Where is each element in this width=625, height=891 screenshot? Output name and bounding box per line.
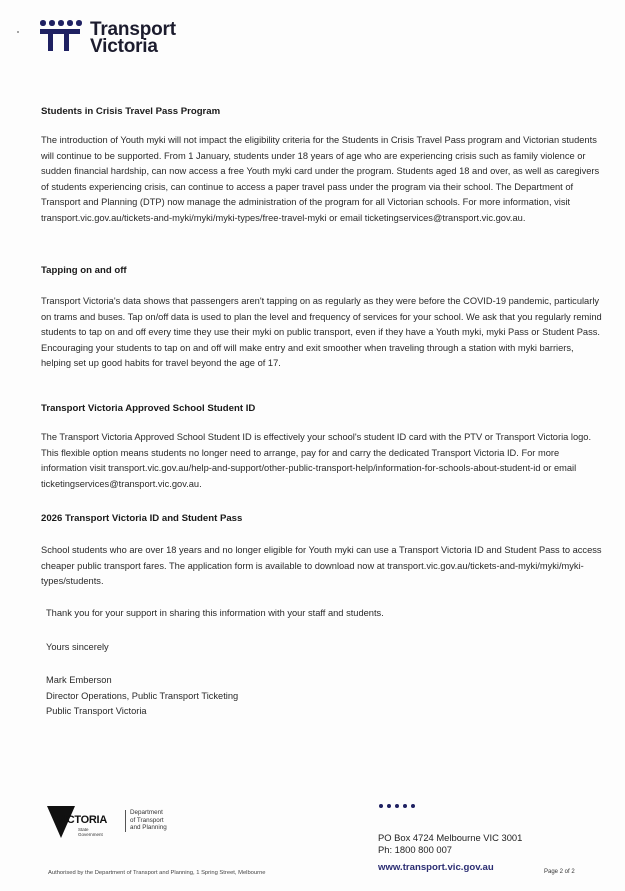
website-link[interactable]: www.transport.vic.gov.au [378, 862, 494, 873]
footer-dots-icon [379, 804, 415, 808]
logo-line-1: Transport [90, 19, 176, 40]
contact-block [378, 832, 522, 856]
state-government-label [78, 827, 103, 837]
logo-divider [125, 810, 126, 832]
closing-line: Yours sincerely [46, 642, 109, 652]
section-heading: 2026 Transport Victoria ID and Student Pass [41, 513, 243, 524]
victoria-wordmark: VICTORIA [57, 814, 107, 826]
state-label: State [78, 827, 89, 832]
signatory-name: Mark Emberson [46, 675, 112, 685]
scan-speck [17, 31, 19, 33]
authorisation-statement: Authorised by the Department of Transport and Planning, 1 Spring Street, Melbourne [48, 870, 266, 876]
section-heading: Students in Crisis Travel Pass Program [41, 106, 221, 117]
phone-number: Ph: 1800 800 007 [378, 844, 453, 855]
logo-wordmark [90, 21, 176, 55]
section-body: The introduction of Youth myki will not impact the eligibility criteria for the Students in Crisis Travel Pass program and Victorian students will continue to be supported. From 1 January, students under 18 years of age who are experiencing crisis such as family violence or sudden financial hardship, can now access a free Youth myki card under the program. Students aged 18 and over, as well as caregivers of students experiencing crisis, can continue to access a paper travel pass under the program via their school. The Department of Transport and Planning (DTP) now manage the administration of the program for all Victorian schools. For more information, visit transport.vic.gov.au/tickets-and-myki/myki/myki-types/free-travel-myki or email ticketingservices@transport.vic.gov.au. [41, 135, 600, 223]
section-body: The Transport Victoria Approved School Student ID is effectively your school's student ID card with the PTV or Transport Victoria logo. This flexible option means students no longer need to arrange, pay for and carry the dedicated Transport Victoria ID. For more information visit transport.vic.gov.au/help-and-support/other-public-transport-help/information-for-schools-about-student-id or email ticketingservices@transport.vic.gov.au. [41, 432, 592, 489]
postal-address: PO Box 4724 Melbourne VIC 3001 [378, 832, 523, 843]
department-label [130, 809, 167, 832]
section-body: School students who are over 18 years and no longer eligible for Youth myki can use a Transport Victoria ID and Student Pass to access cheaper public transport fares. The application form is available to download now at transport.vic.gov.au/tickets-and-myki/myki/myki-types/students. [41, 545, 602, 587]
section-heading: Tapping on and off [41, 265, 127, 276]
logo-line-2: Victoria [90, 36, 158, 57]
section-heading: Transport Victoria Approved School Student ID [41, 403, 256, 414]
thank-you-line: Thank you for your support in sharing this information with your staff and students. [46, 608, 384, 618]
signatory-title: Director Operations, Public Transport Ticketing [46, 690, 239, 701]
victoria-state-government-logo [47, 806, 167, 838]
dept-line-3: and Planning [130, 824, 167, 831]
transport-victoria-logo [40, 20, 176, 55]
transport-victoria-logo-icon [40, 20, 82, 52]
government-label: Government [78, 832, 103, 837]
page-number: Page 2 of 2 [544, 869, 575, 875]
signature-block [46, 673, 238, 720]
dept-line-1: Department [130, 809, 163, 816]
dept-line-2: of Transport [130, 816, 164, 824]
signatory-org: Public Transport Victoria [46, 706, 147, 717]
section-body: Transport Victoria's data shows that passengers aren't tapping on as regularly as they were before the COVID-19 pandemic, particularly on trams and buses. Tap on/off data is used to plan the level and frequency of services for your school. We ask that you regularly remind students to tap on and off every time they use their myki on public transport, even if they have a Youth myki, myki Pass or Student Pass. Encouraging your students to tap on and off will make entry and exit smoother when traveling through a station with myki barriers, helping set up good habits for travel beyond the age of 17. [41, 296, 602, 369]
